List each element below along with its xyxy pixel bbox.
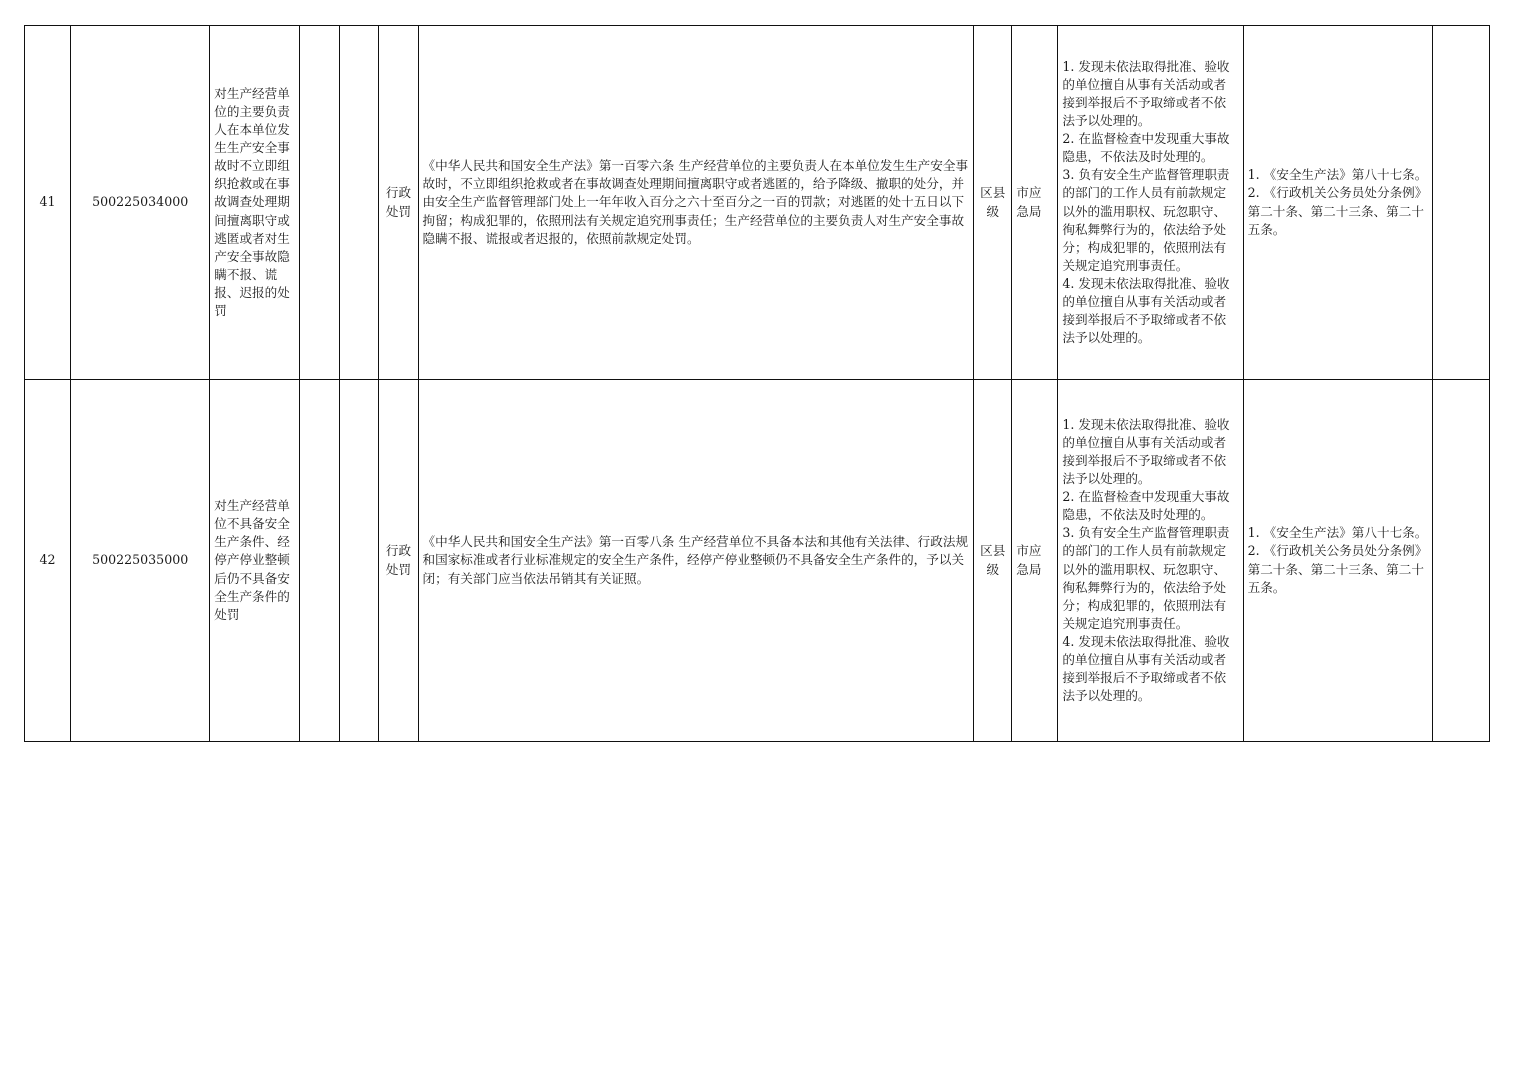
power-list-table xyxy=(24,25,1490,742)
category-cell: 行政处罚 xyxy=(379,26,418,380)
remark-cell xyxy=(1432,26,1489,380)
category-cell: 行政处罚 xyxy=(379,380,418,742)
legal-basis-cell: 《中华人民共和国安全生产法》第一百零八条 生产经营单位不具备本法和其他有关法律、行政法规和国家标准或者行业标准规定的安全生产条件，经停产停业整顿仍不具备安全生产条件的，予以关闭；有关部门应当依法吊销其有关证照。 xyxy=(418,380,974,742)
empty-cell xyxy=(300,380,340,742)
responsibility-cell: 1. 发现未依法取得批准、验收的单位擅自从事有关活动或者接到举报后不予取缔或者不依法予以处理的。 2. 在监督检查中发现重大事故隐患，不依法及时处理的。 3. 负有安全生产监督管理职责的部门的工作人员有前款规定以外的滥用职权、玩忽职守、徇私舞弊行为的，依法给予处分；构成犯罪的，依照刑法有关规定追究刑事责任。 4. 发现未依法取得批准、验收的单位擅自从事有关活动或者接到举报后不予取缔或者不依法予以处理的。 xyxy=(1058,380,1243,742)
responsibility-cell: 1. 发现未依法取得批准、验收的单位擅自从事有关活动或者接到举报后不予取缔或者不依法予以处理的。 2. 在监督检查中发现重大事故隐患，不依法及时处理的。 3. 负有安全生产监督管理职责的部门的工作人员有前款规定以外的滥用职权、玩忽职守、徇私舞弊行为的，依法给予处分；构成犯罪的，依照刑法有关规定追究刑事责任。 4. 发现未依法取得批准、验收的单位擅自从事有关活动或者接到举报后不予取缔或者不依法予以处理的。 xyxy=(1058,26,1243,380)
empty-cell xyxy=(340,26,379,380)
empty-cell xyxy=(340,380,379,742)
level-cell: 区县级 xyxy=(974,380,1012,742)
table-row xyxy=(25,380,1490,742)
seq-cell: 41 xyxy=(25,26,71,380)
department-cell: 市应急局 xyxy=(1012,26,1058,380)
item-name-cell: 对生产经营单位不具备安全生产条件、经停产停业整顿后仍不具备安全生产条件的处罚 xyxy=(210,380,300,742)
code-cell: 500225035000 xyxy=(71,380,210,742)
department-cell: 市应急局 xyxy=(1012,380,1058,742)
accountability-cell: 1. 《安全生产法》第八十七条。 2. 《行政机关公务员处分条例》第二十条、第二十三条、第二十五条。 xyxy=(1243,380,1432,742)
item-name-cell: 对生产经营单位的主要负责人在本单位发生生产安全事故时不立即组织抢救或在事故调查处理期间擅离职守或逃匿或者对生产安全事故隐瞒不报、谎报、迟报的处罚 xyxy=(210,26,300,380)
legal-basis-cell: 《中华人民共和国安全生产法》第一百零六条 生产经营单位的主要负责人在本单位发生生产安全事故时，不立即组织抢救或者在事故调查处理期间擅离职守或者逃匿的，给予降级、撤职的处分，并由安全生产监督管理部门处上一年年收入百分之六十至百分之一百的罚款；对逃匿的处十五日以下拘留；构成犯罪的，依照刑法有关规定追究刑事责任；生产经营单位的主要负责人对生产安全事故隐瞒不报、谎报或者迟报的，依照前款规定处罚。 xyxy=(418,26,974,380)
seq-cell: 42 xyxy=(25,380,71,742)
level-cell: 区县级 xyxy=(974,26,1012,380)
remark-cell xyxy=(1432,380,1489,742)
table-row xyxy=(25,26,1490,380)
empty-cell xyxy=(300,26,340,380)
accountability-cell: 1. 《安全生产法》第八十七条。 2. 《行政机关公务员处分条例》第二十条、第二十三条、第二十五条。 xyxy=(1243,26,1432,380)
code-cell: 500225034000 xyxy=(71,26,210,380)
